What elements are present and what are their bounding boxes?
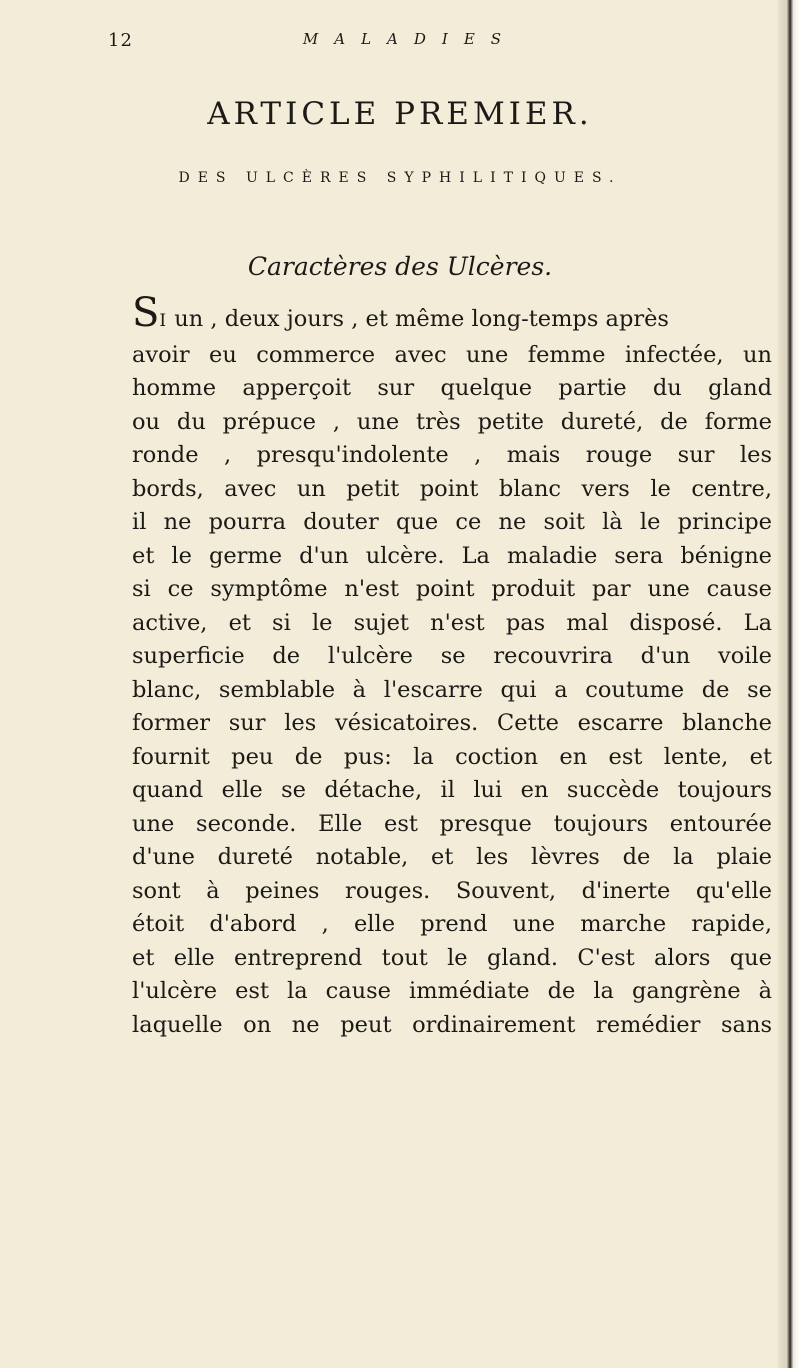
- drop-capital: S: [132, 290, 160, 336]
- text-line: l'ulcère est la cause immédiate de la gangrène à: [132, 978, 772, 1004]
- text-line: ronde , presqu'indolente , mais rouge sur les: [132, 442, 772, 468]
- text-line: bords, avec un petit point blanc vers le centre,: [132, 475, 772, 502]
- text-line: fournit peu de pus: la coction en est lente, et: [132, 743, 772, 770]
- text-line: ou du prépuce , une très petite dureté, de forme: [132, 408, 772, 435]
- text-line: superficie de l'ulcère se recouvrira d'un voile: [132, 643, 772, 669]
- section-title: Caractères des Ulcères.: [247, 252, 553, 281]
- first-line-text: un , deux jours , et même long-temps après: [167, 306, 669, 332]
- page-edge: [778, 0, 800, 1368]
- text-line: d'une dureté notable, et les lèvres de la plaie: [132, 844, 772, 870]
- text-line: quand elle se détache, il lui en succède toujours: [132, 777, 772, 803]
- first-line: [132, 290, 772, 339]
- text-line: et elle entreprend tout le gland. C'est alors que: [132, 944, 772, 971]
- text-line: et le germe d'un ulcère. La maladie sera bénigne: [132, 542, 772, 569]
- body-text: [132, 290, 772, 1042]
- text-line: une seconde. Elle est presque toujours entourée: [132, 810, 772, 837]
- text-line: si ce symptôme n'est point produit par une cause: [132, 576, 772, 602]
- text-line: il ne pourra douter que ce ne soit là le principe: [132, 509, 772, 535]
- first-word-smallcaps: I: [159, 311, 168, 331]
- text-line: laquelle on ne peut ordinairement remédier sans: [132, 1011, 772, 1038]
- page-number: 12: [108, 30, 133, 51]
- article-title: ARTICLE PREMIER.: [207, 96, 593, 132]
- text-line: étoit d'abord , elle prend une marche rapide,: [132, 911, 772, 937]
- running-head: MALADIES: [302, 30, 518, 48]
- text-line: active, et si le sujet n'est pas mal disposé. La: [132, 609, 772, 636]
- text-line: avoir eu commerce avec une femme infectée, un: [132, 341, 772, 368]
- text-line: sont à peines rouges. Souvent, d'inerte qu'elle: [132, 877, 772, 904]
- text-line: blanc, semblable à l'escarre qui a coutume de se: [132, 676, 772, 703]
- article-subtitle: DES ULCÈRES SYPHILITIQUES.: [178, 170, 622, 186]
- text-line: former sur les vésicatoires. Cette escarre blanche: [132, 710, 772, 736]
- text-line: homme apperçoit sur quelque partie du gland: [132, 375, 772, 401]
